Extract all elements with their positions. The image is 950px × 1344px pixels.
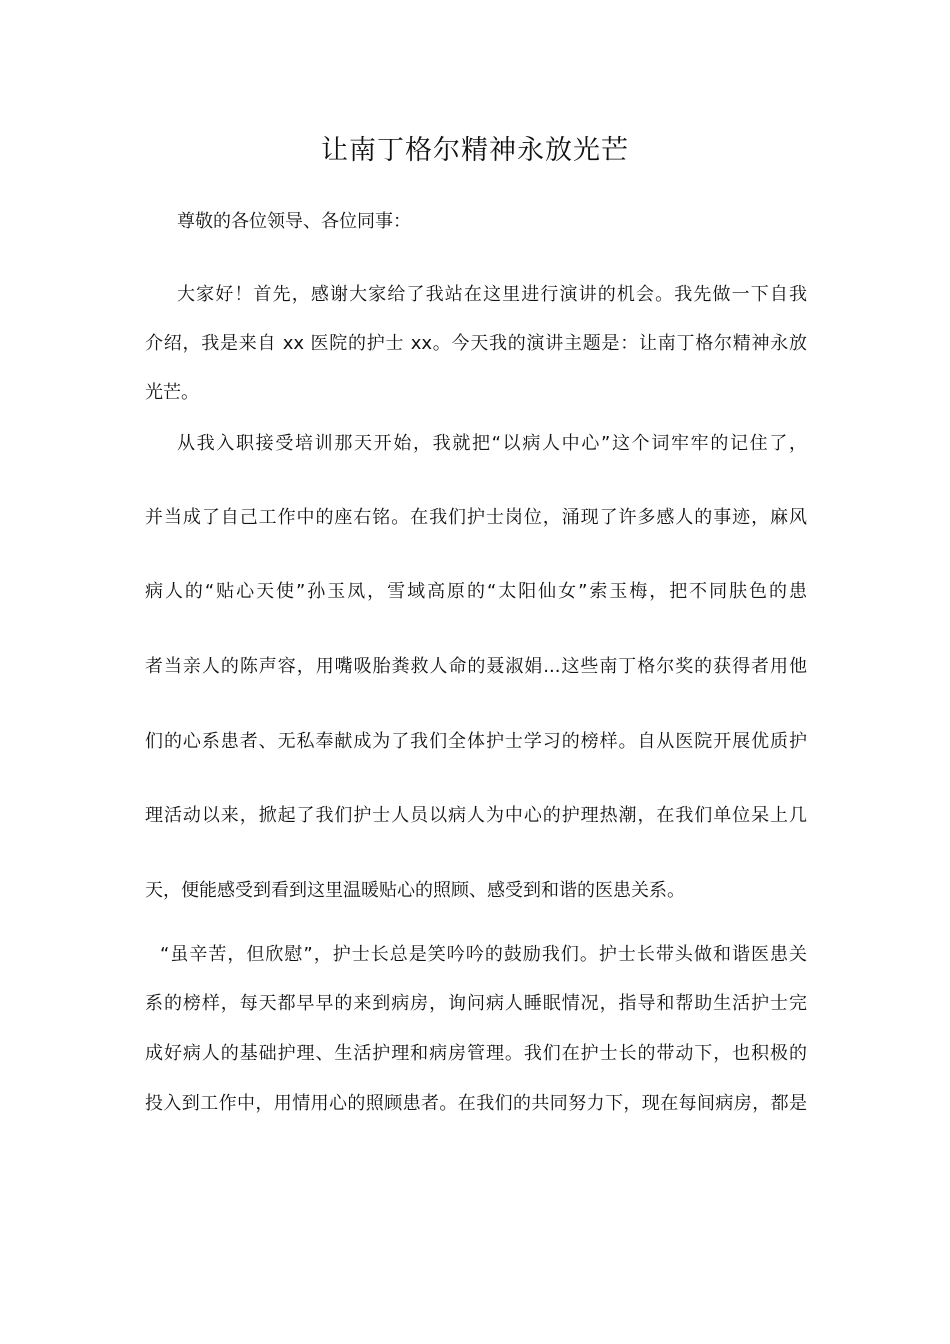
paragraph-2-line-5: 们的心系患者、无私奉献成为了我们全体护士学习的榜样。自从医院开展优质护 [145,731,807,752]
document-title: 让南丁格尔精神永放光芒 [321,135,629,166]
paragraph-3-line-4: 投入到工作中，用情用心的照顾患者。在我们的共同努力下，现在每间病房，都是 [145,1093,807,1114]
paragraph-3-line-1: “虽辛苦，但欣慰”，护士长总是笑吟吟的鼓励我们。护士长带头做和谐医患关 [160,944,807,965]
paragraph-2-line-1: 从我入职接受培训那天开始，我就把“以病人中心”这个词牢牢的记住了， [177,433,807,454]
paragraph-3-line-3: 成好病人的基础护理、生活护理和病房管理。我们在护士长的带动下，也积极的 [145,1043,807,1064]
paragraph-2-line-6: 理活动以来，掀起了我们护士人员以病人为中心的护理热潮，在我们单位呆上几 [145,805,807,826]
greeting: 尊敬的各位领导、各位同事： [177,211,411,232]
paragraph-1-line-1: 大家好！首先，感谢大家给了我站在这里进行演讲的机会。我先做一下自我 [177,284,807,305]
paragraph-2-line-3: 病人的“贴心天使”孙玉凤，雪域高原的“太阳仙女”索玉梅，把不同肤色的患 [145,581,807,602]
paragraph-1-line-2: 介绍，我是来自 xx 医院的护士 xx。今天我的演讲主题是：让南丁格尔精神永放 [145,333,807,354]
paragraph-1-line-3: 光芒。 [145,382,199,403]
paragraph-2-line-4: 者当亲人的陈声容，用嘴吸胎粪救人命的聂淑娟...这些南丁格尔奖的获得者用他 [145,656,807,677]
paragraph-2-line-7: 天，便能感受到看到这里温暖贴心的照顾、感受到和谐的医患关系。 [145,880,685,901]
paragraph-2-line-2: 并当成了自己工作中的座右铭。在我们护士岗位，涌现了许多感人的事迹，麻风 [145,507,807,528]
paragraph-3-line-2: 系的榜样，每天都早早的来到病房，询问病人睡眠情况，指导和帮助生活护士完 [145,993,807,1014]
